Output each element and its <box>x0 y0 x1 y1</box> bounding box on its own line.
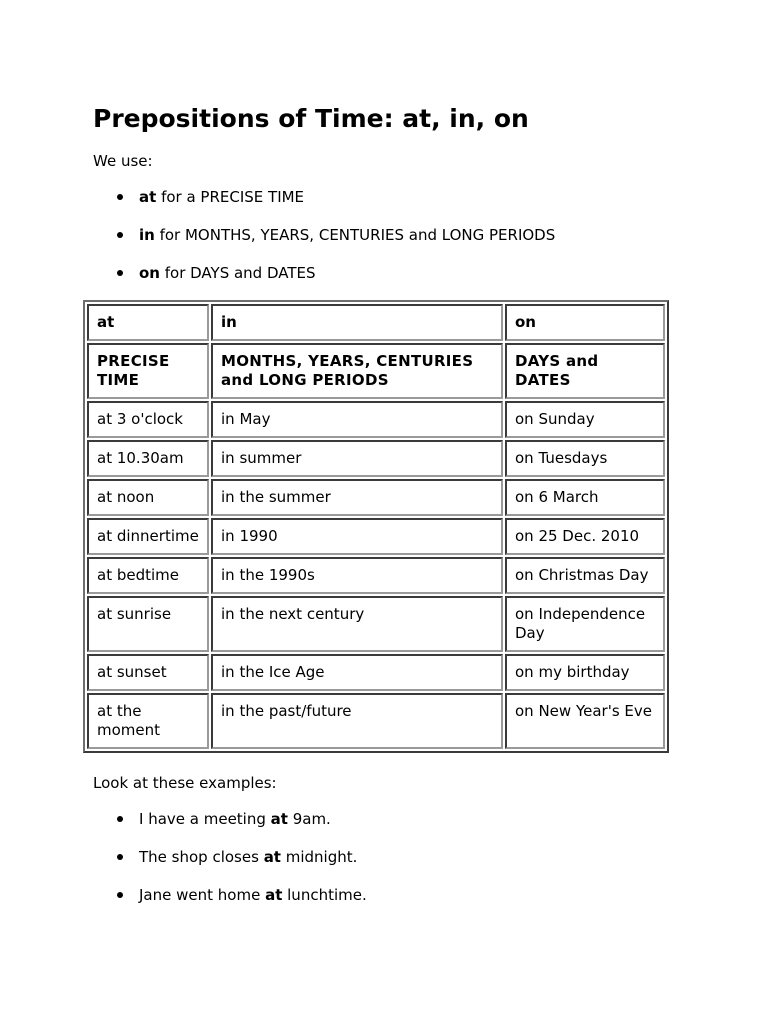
table-category-cell: PRECISE TIME <box>87 343 209 399</box>
table-cell: in summer <box>211 440 503 477</box>
preposition-label: at <box>263 848 281 866</box>
table-cell: in the Ice Age <box>211 654 503 691</box>
list-item <box>93 262 555 300</box>
example-text-after: lunchtime. <box>282 886 367 904</box>
example-text-before: I have a meeting <box>139 810 271 828</box>
preposition-label: in <box>139 226 155 244</box>
table-cell: on Christmas Day <box>505 557 665 594</box>
table-cell: on Sunday <box>505 401 665 438</box>
table-cell: at sunset <box>87 654 209 691</box>
table-category-cell: DAYS and DATES <box>505 343 665 399</box>
table-row <box>87 557 665 594</box>
table-cell: at dinnertime <box>87 518 209 555</box>
table-row <box>87 401 665 438</box>
table-category-cell: MONTHS, YEARS, CENTURIES and LONG PERIODS <box>211 343 503 399</box>
usage-description: for MONTHS, YEARS, CENTURIES and LONG PERIODS <box>154 226 556 244</box>
prepositions-table <box>83 300 669 753</box>
examples-intro-text: Look at these examples: <box>93 774 277 792</box>
list-item <box>93 846 367 884</box>
table-row <box>87 596 665 652</box>
table-row <box>87 693 665 749</box>
table-cell: at 3 o'clock <box>87 401 209 438</box>
table-row <box>87 479 665 516</box>
list-item <box>93 224 555 262</box>
table-row <box>87 654 665 691</box>
table-cell: at sunrise <box>87 596 209 652</box>
table-cell: on my birthday <box>505 654 665 691</box>
intro-text: We use: <box>93 152 153 170</box>
table-cell: on 6 March <box>505 479 665 516</box>
usage-description: for DAYS and DATES <box>159 264 316 282</box>
example-text-after: midnight. <box>280 848 358 866</box>
table-cell: at 10.30am <box>87 440 209 477</box>
preposition-label: at <box>265 886 283 904</box>
table-header-cell: in <box>211 304 503 341</box>
list-item <box>93 808 367 846</box>
preposition-label: at <box>139 188 157 206</box>
table-header-row <box>87 304 665 341</box>
table-cell: on Independence Day <box>505 596 665 652</box>
table-cell: in the past/future <box>211 693 503 749</box>
example-text-before: Jane went home <box>139 886 266 904</box>
table-cell: on Tuesdays <box>505 440 665 477</box>
list-item <box>93 186 555 224</box>
table-cell: at the moment <box>87 693 209 749</box>
examples-list <box>93 808 367 922</box>
table-header-cell: on <box>505 304 665 341</box>
table-category-row <box>87 343 665 399</box>
usage-description: for a PRECISE TIME <box>156 188 305 206</box>
preposition-label: on <box>139 264 160 282</box>
example-text-after: 9am. <box>287 810 331 828</box>
preposition-label: at <box>270 810 288 828</box>
usage-list <box>93 186 555 300</box>
table-row <box>87 440 665 477</box>
table-cell: at noon <box>87 479 209 516</box>
table-cell: in May <box>211 401 503 438</box>
table-cell: on 25 Dec. 2010 <box>505 518 665 555</box>
table-cell: at bedtime <box>87 557 209 594</box>
list-item <box>93 884 367 922</box>
table-row <box>87 518 665 555</box>
table-cell: in the 1990s <box>211 557 503 594</box>
example-text-before: The shop closes <box>139 848 264 866</box>
table-cell: in the summer <box>211 479 503 516</box>
page-title: Prepositions of Time: at, in, on <box>93 104 529 133</box>
table-cell: in the next century <box>211 596 503 652</box>
table-cell: in 1990 <box>211 518 503 555</box>
table-header-cell: at <box>87 304 209 341</box>
table-cell: on New Year's Eve <box>505 693 665 749</box>
